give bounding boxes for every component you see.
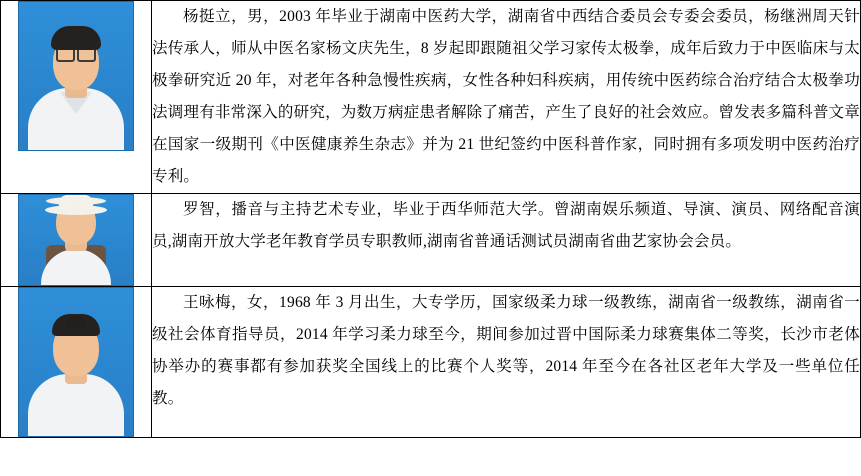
bio-cell — [152, 287, 861, 438]
table-row — [1, 287, 861, 438]
portrait-photo-doctor — [18, 1, 134, 151]
photo-cell — [1, 194, 152, 287]
table-row — [1, 194, 861, 287]
photo-cell — [1, 1, 152, 194]
table-row — [1, 1, 861, 194]
hat-brim — [45, 205, 107, 215]
portrait-hair — [51, 26, 101, 50]
bio-text: 王咏梅，女，1968 年 3 月出生，大专学历，国家级柔力球一级教练，湖南省一级教练，湖南省一级社会体育指导员，2014 年学习柔力球至今，期间参加过晋中国际柔力球赛集体二等奖，长沙市老体协举办的赛事都有参加获奖全国线上的比赛个人奖等，2014 年至今在各社区老年大学及一些单位任教。 — [152, 294, 860, 407]
bio-text: 罗智，播音与主持艺术专业，毕业于西华师范大学。曾湖南娱乐频道、导演、演员、网络配音演员,湖南开放大学老年教育学员专职教师,湖南省普通话测试员湖南省曲艺家协会会员。 — [152, 201, 860, 250]
photo-cell — [1, 287, 152, 438]
portrait-photo-woman — [18, 287, 134, 437]
bio-cell — [152, 1, 861, 194]
bio-text: 杨挺立，男，2003 年毕业于湖南中医药大学，湖南省中西结合委员会专委会委员，杨继洲周天针法传承人，师从中医名家杨文庆先生，8 岁起即跟随祖父学习家传太极拳，成年后致力于中医临床与太极拳研究近 20 年，对老年各种急慢性疾病，女性各种妇科疾病，用传统中医药综合治疗结合太极拳功法调理有非常深入的研究，为数万病症患者解除了痛苦，产生了良好的社会效应。曾发表多篇科普文章在国家一级期刊《中医健康养生杂志》并为 21 世纪签约中医科普作家，同时拥有多项发明中医药治疗专利。 — [152, 8, 860, 185]
bio-cell — [152, 194, 861, 287]
portrait-photo-host — [18, 194, 134, 286]
